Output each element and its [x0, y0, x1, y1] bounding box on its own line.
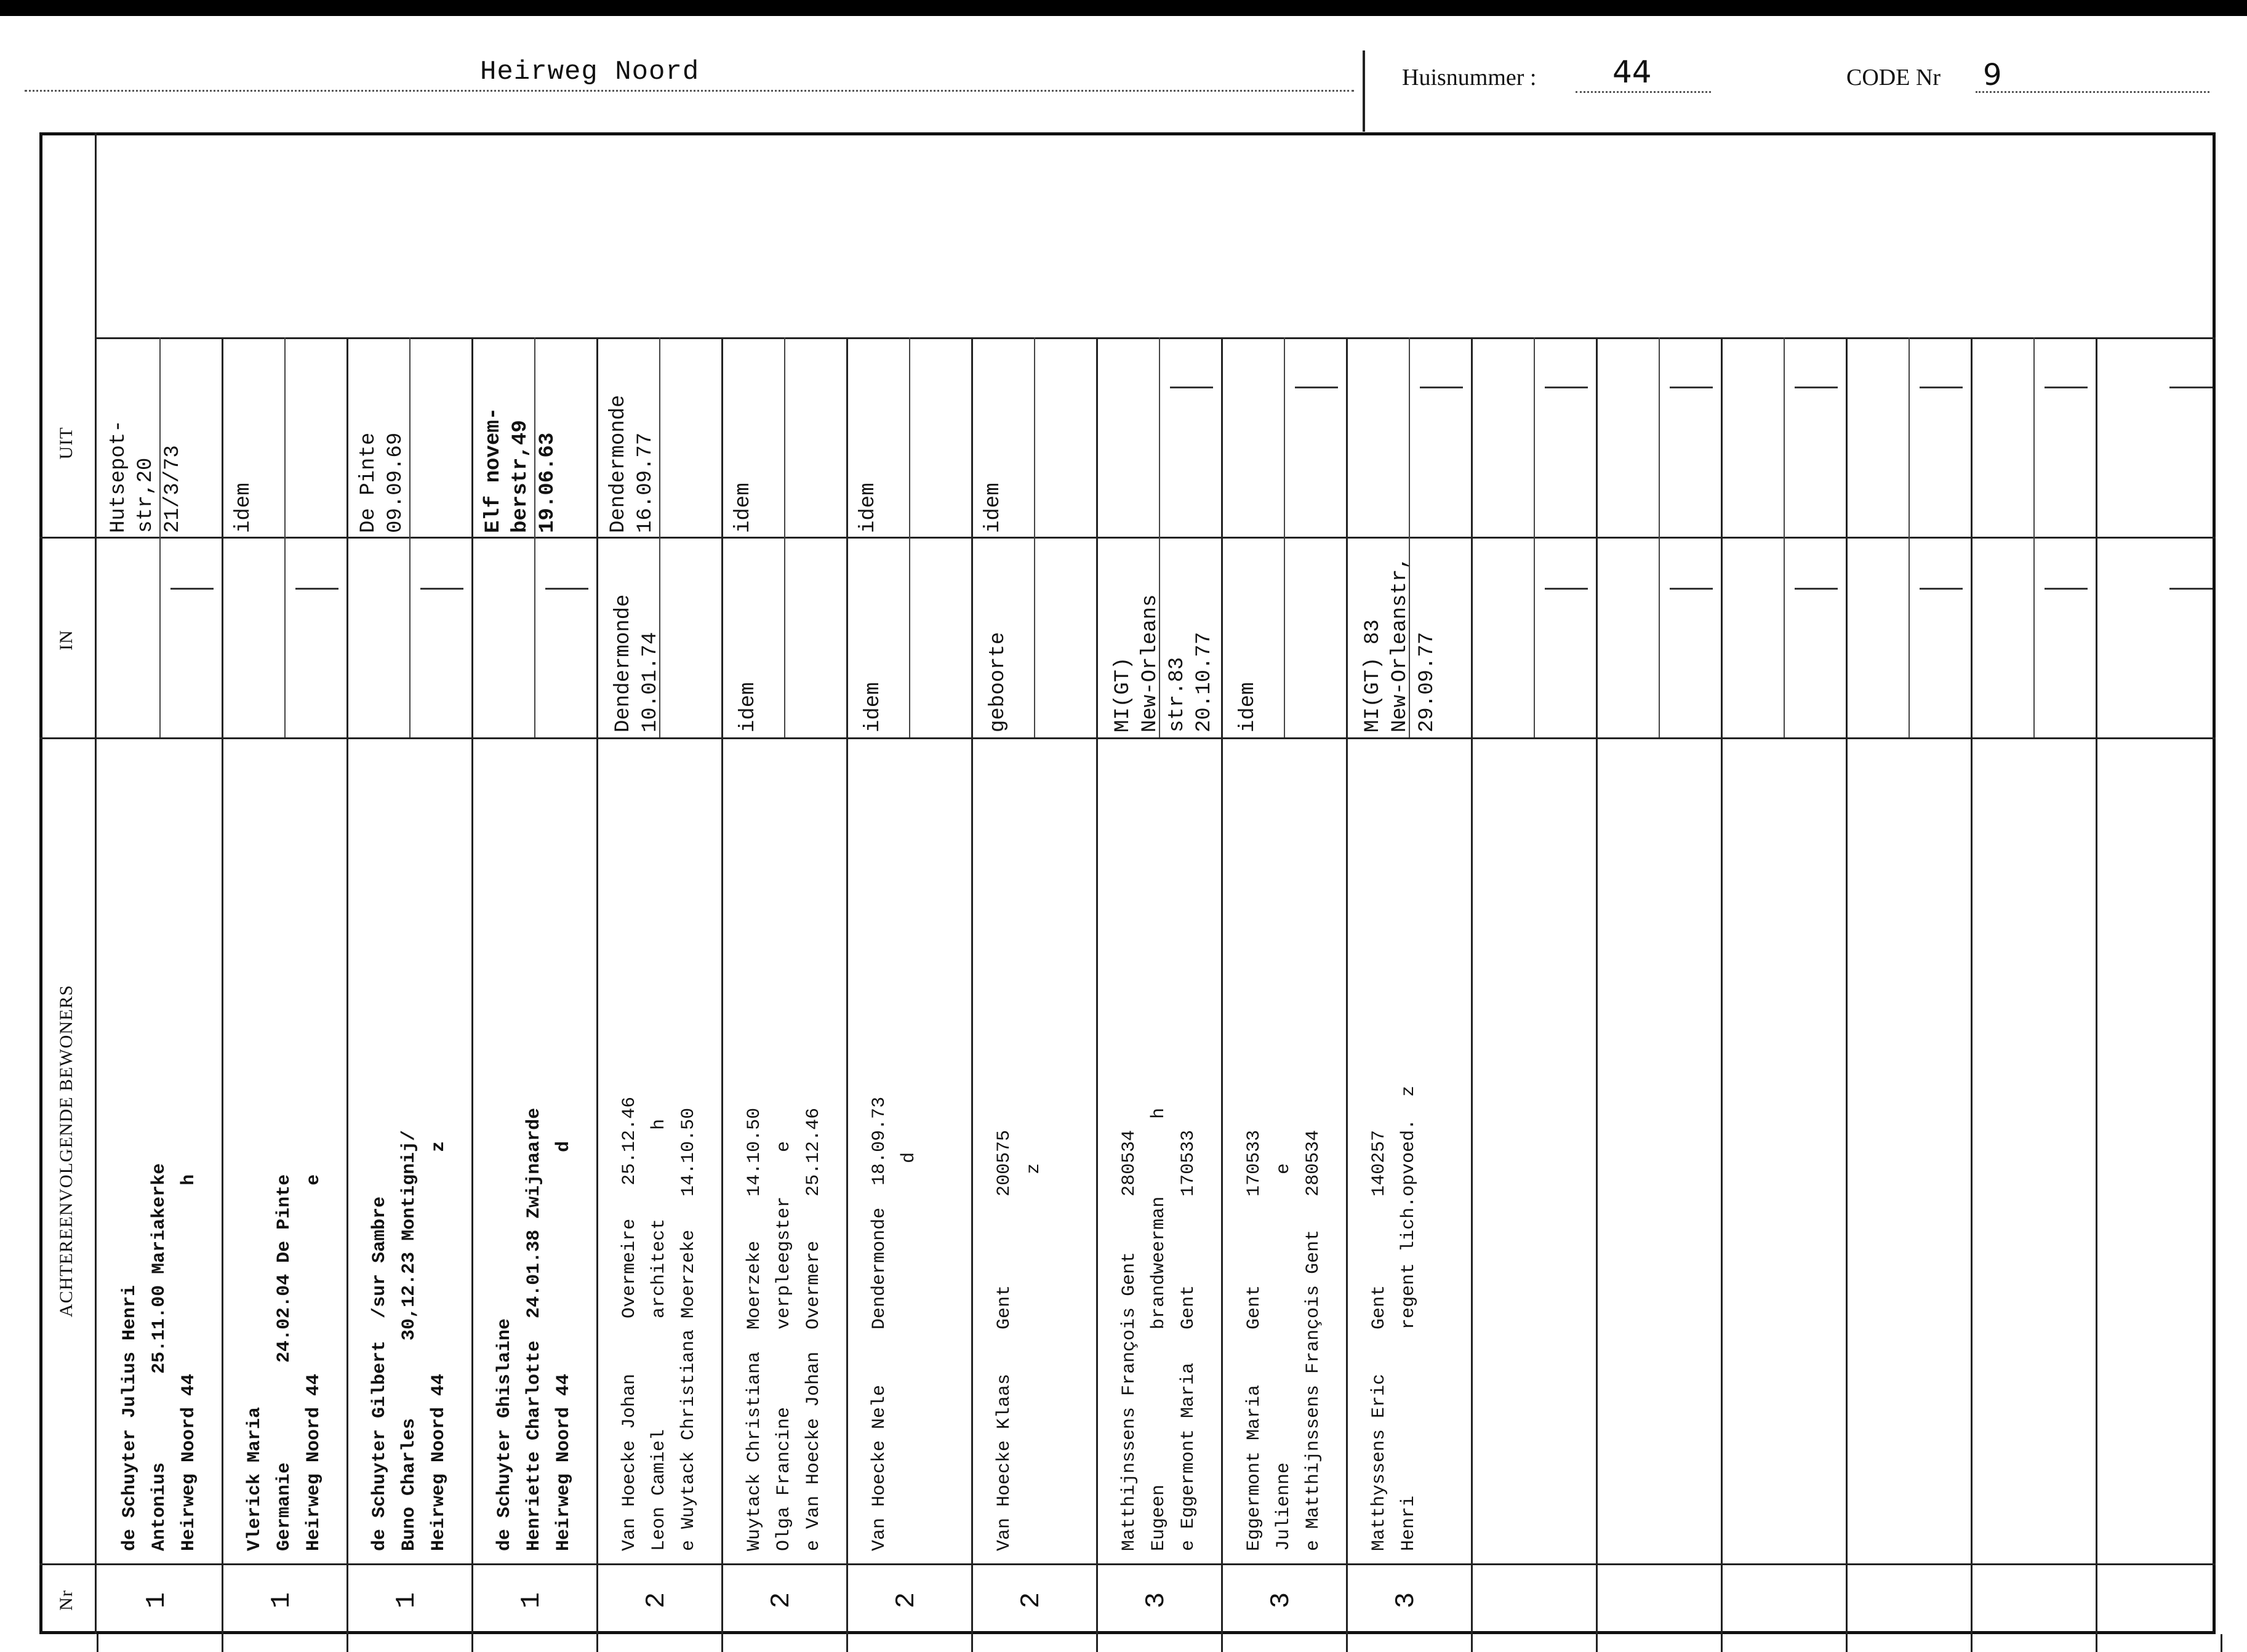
move-out-entry: Hutsepot- str,20 21/3/73 [107, 420, 185, 533]
empty-in-dash [295, 588, 338, 590]
column-divider [222, 337, 223, 1634]
resident-name: de Schuyter Gilbert /sur Sambre Buno Charles 30,12.23 Montignij/ Heirweg Noord 44 z [369, 1129, 449, 1551]
cell-subdivider [1784, 337, 1785, 737]
empty-in-dash [1545, 588, 1588, 590]
empty-in-dash [420, 588, 463, 590]
cell-subdivider [1909, 337, 1910, 737]
resident-name: Matthijnssens François Gent 280534 Eugeen brandweerman h e Eggermont Maria Gent 170533 [1119, 1107, 1199, 1551]
bottom-tick [1846, 1634, 1848, 1652]
empty-in-dash [1920, 588, 1963, 590]
resident-number: 2 [641, 1592, 673, 1609]
column-divider [846, 337, 848, 1634]
column-divider [346, 337, 348, 1634]
label-column-divider [95, 132, 97, 1634]
resident-number: 2 [891, 1592, 923, 1609]
column-divider [1471, 337, 1473, 1634]
resident-number: 1 [142, 1592, 173, 1609]
resident-name: Wuytack Christiana Moerzeke 14.10.50 Olga Francine verpleegster e e Van Hoecke Johan Overmere 25.12.46 [744, 1107, 824, 1551]
row-divider-nr [39, 1563, 2216, 1565]
move-in-entry: Dendermonde 10.01.74 [612, 594, 662, 732]
column-label-bewoners: ACHTEREENVOLGENDE BEWONERS [56, 984, 76, 1318]
empty-uit-dash [2169, 387, 2213, 388]
column-divider [1096, 337, 1098, 1634]
bottom-tick [97, 1634, 98, 1652]
empty-in-dash [2169, 588, 2213, 590]
bottom-tick [2096, 1634, 2097, 1652]
move-in-entry: idem [1236, 682, 1260, 732]
column-divider [971, 337, 973, 1634]
empty-in-dash [1670, 588, 1713, 590]
cell-subdivider [409, 337, 411, 737]
column-label-in: IN [56, 630, 76, 651]
empty-uit-dash [1170, 387, 1213, 388]
cell-subdivider [1659, 337, 1660, 737]
bottom-tick [971, 1634, 973, 1652]
move-in-entry: geboorte [987, 632, 1010, 732]
resident-number: 2 [766, 1592, 798, 1609]
move-out-entry: Elf novem- berstr,49 19.06.63 [482, 407, 559, 533]
empty-uit-dash [1920, 387, 1963, 388]
bottom-tick [471, 1634, 473, 1652]
code-value: 9 [1983, 58, 2002, 92]
cell-subdivider [284, 337, 286, 737]
street-name: Heirweg Noord [480, 57, 700, 87]
column-divider [1596, 337, 1598, 1634]
move-out-entry: idem [982, 483, 1005, 533]
row-divider-top [95, 337, 2216, 339]
top-edge-bar [0, 0, 2247, 16]
resident-name: Van Hoecke Klaas Gent 200575 z [994, 1129, 1044, 1551]
bottom-tick [346, 1634, 348, 1652]
resident-name: Matthyssens Eric Gent 140257 Henri regent lich.opvoed. z [1369, 1085, 1419, 1551]
empty-uit-dash [2045, 387, 2088, 388]
cell-subdivider [2033, 337, 2035, 737]
column-divider [1721, 337, 1723, 1634]
bottom-tick [222, 1634, 223, 1652]
move-out-entry: idem [857, 483, 880, 533]
empty-uit-dash [1545, 387, 1588, 388]
bottom-tick [1971, 1634, 1973, 1652]
column-label-uit: UIT [56, 427, 76, 460]
bottom-tick [1346, 1634, 1348, 1652]
empty-uit-dash [1670, 387, 1713, 388]
empty-in-dash [1795, 588, 1838, 590]
move-out-entry: idem [732, 483, 755, 533]
code-label: CODE Nr [1846, 65, 1941, 90]
row-divider-in-bewoners [39, 737, 2216, 739]
bottom-tick [1221, 1634, 1223, 1652]
bottom-tick [1096, 1634, 1098, 1652]
column-divider [721, 337, 723, 1634]
bottom-tick [1471, 1634, 1473, 1652]
resident-number: 2 [1016, 1592, 1047, 1609]
column-divider [471, 337, 473, 1634]
bottom-tick [596, 1634, 598, 1652]
empty-in-dash [545, 588, 588, 590]
empty-uit-dash [1420, 387, 1463, 388]
header-divider [1363, 50, 1365, 132]
cell-subdivider [1534, 337, 1535, 737]
move-out-entry: De Pinte 09.09.69 [357, 432, 407, 533]
resident-name: de Schuyter Julius Henri Antonius 25.11.00 Mariakerke Heirweg Noord 44 h [119, 1163, 199, 1551]
cell-subdivider [159, 337, 161, 737]
column-divider [2096, 337, 2097, 1634]
house-number-label: Huisnummer : [1402, 65, 1537, 90]
cell-subdivider [534, 337, 535, 737]
empty-uit-dash [1795, 387, 1838, 388]
resident-number: 1 [391, 1592, 423, 1609]
move-in-entry: MI(GT) 83 New-Orleanstr, 29.09.77 [1361, 556, 1439, 732]
resident-number: 1 [266, 1592, 298, 1609]
resident-name: Eggermont Maria Gent 170533 Julienne e e Matthijnssens François Gent 280534 [1244, 1129, 1324, 1551]
bottom-tick [721, 1634, 723, 1652]
cell-subdivider [1284, 337, 1285, 737]
resident-number: 3 [1266, 1592, 1297, 1609]
empty-in-dash [170, 588, 214, 590]
column-label-nr: Nr [56, 1590, 76, 1611]
bottom-tick [1596, 1634, 1598, 1652]
house-number-value: 44 [1612, 54, 1652, 90]
column-divider [1221, 337, 1223, 1634]
resident-name: Vlerick Maria Germanie 24.02.04 De Pinte Heirweg Noord 44 e [244, 1174, 324, 1551]
column-divider [1846, 337, 1848, 1634]
empty-uit-dash [1295, 387, 1338, 388]
resident-number: 3 [1391, 1592, 1422, 1609]
bottom-tick [2221, 1634, 2222, 1652]
column-divider [1346, 337, 1348, 1634]
code-dotted-line [1976, 91, 2209, 93]
empty-in-dash [2045, 588, 2088, 590]
cell-subdivider [909, 337, 910, 737]
move-in-entry: MI(GT) New-Orleans str.83 20.10.77 [1111, 594, 1216, 732]
resident-number: 3 [1141, 1592, 1172, 1609]
move-out-entry: idem [232, 483, 255, 533]
bottom-tick [846, 1634, 848, 1652]
move-in-entry: idem [862, 682, 885, 732]
cell-subdivider [784, 337, 785, 737]
cell-subdivider [1034, 337, 1035, 737]
column-divider [596, 337, 598, 1634]
header-dotted-line [25, 90, 1354, 92]
resident-name: de Schuyter Ghislaine Henriette Charlotte 24.01.38 Zwijnaarde Heirweg Noord 44 d [494, 1107, 574, 1551]
house-number-dotted-line [1576, 91, 1711, 93]
bottom-tick [1721, 1634, 1723, 1652]
move-in-entry: idem [737, 682, 760, 732]
resident-name: Van Hoecke Johan Overmeire 25.12.46 Leon Camiel architect h e Wuytack Christiana Moerzeke 14.10.50 [619, 1096, 699, 1551]
move-out-entry: Dendermonde 16.09.77 [607, 395, 657, 533]
row-divider-uit-in [39, 537, 2216, 539]
resident-name: Van Hoecke Nele Dendermonde 18.09.73 d [869, 1096, 919, 1551]
column-divider [1971, 337, 1973, 1634]
resident-number: 1 [516, 1592, 548, 1609]
